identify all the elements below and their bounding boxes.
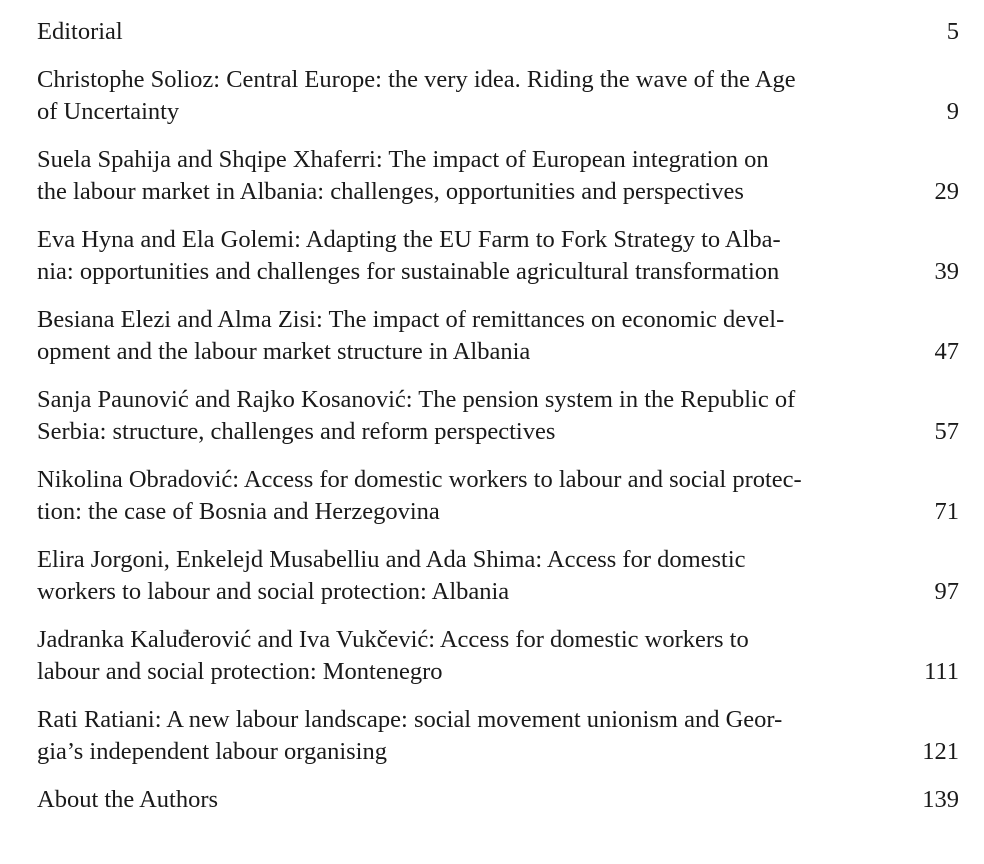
toc-entry-elezi-zisi[interactable]: [37, 304, 959, 368]
toc-entry-title: Jadranka Kaluđerović and Iva Vukčević: Access for domestic workers to labour and social protection: Montenegro: [37, 626, 749, 685]
table-of-contents: [37, 16, 959, 832]
toc-entry-title: About the Authors: [37, 786, 219, 813]
toc-entry-page-number: 139: [922, 786, 959, 813]
toc-entry-editorial[interactable]: [37, 16, 959, 48]
toc-entry-page-number: 71: [934, 498, 959, 525]
toc-entry-obradovic[interactable]: [37, 464, 959, 528]
toc-entry-page-number: 111: [924, 658, 959, 685]
toc-entry-page-number: 121: [922, 738, 959, 765]
toc-entry-page-number: 9: [946, 98, 959, 125]
toc-entry-about-the-authors[interactable]: [37, 784, 959, 816]
toc-entry-page-number: 47: [934, 338, 959, 365]
toc-entry-page-number: 57: [934, 418, 959, 445]
toc-entry-title: Christophe Solioz: Central Europe: the very idea. Riding the wave of the Age of Uncertainty: [37, 66, 796, 125]
toc-entry-jorgoni-musabelliu-shima[interactable]: [37, 544, 959, 608]
toc-entry-solioz[interactable]: [37, 64, 959, 128]
toc-entry-page-number: 39: [934, 258, 959, 285]
toc-entry-title: Besiana Elezi and Alma Zisi: The impact of remittances on economic devel- opment and the labour market structure in Albania: [37, 306, 785, 365]
toc-entry-hyna-golemi[interactable]: [37, 224, 959, 288]
toc-entry-paunovic-kosanovic[interactable]: [37, 384, 959, 448]
toc-entry-title: Elira Jorgoni, Enkelejd Musabelliu and Ada Shima: Access for domestic workers to labour and social protection: Albania: [37, 546, 746, 605]
toc-entry-title: Sanja Paunović and Rajko Kosanović: The pension system in the Republic of Serbia: structure, challenges and reform perspectives: [37, 386, 796, 445]
toc-entry-title: Rati Ratiani: A new labour landscape: social movement unionism and Geor- gia’s independent labour organising: [37, 706, 783, 765]
toc-entry-title: Eva Hyna and Ela Golemi: Adapting the EU Farm to Fork Strategy to Alba- nia: opportunities and challenges for sustainable agricultural transformation: [37, 226, 781, 285]
toc-entry-spahija-xhaferri[interactable]: [37, 144, 959, 208]
toc-entry-title: Suela Spahija and Shqipe Xhaferri: The impact of European integration on the labour market in Albania: challenges, opportunities and perspectives: [37, 146, 769, 205]
toc-entry-page-number: 5: [946, 18, 959, 45]
toc-entry-title: Editorial: [37, 18, 123, 45]
toc-entry-kaluderovic-vukcevic[interactable]: [37, 624, 959, 688]
toc-entry-title: Nikolina Obradović: Access for domestic workers to labour and social protec- tion: the case of Bosnia and Herzegovina: [37, 466, 802, 525]
toc-entry-page-number: 97: [934, 578, 959, 605]
toc-entry-ratiani[interactable]: [37, 704, 959, 768]
toc-entry-page-number: 29: [934, 178, 959, 205]
